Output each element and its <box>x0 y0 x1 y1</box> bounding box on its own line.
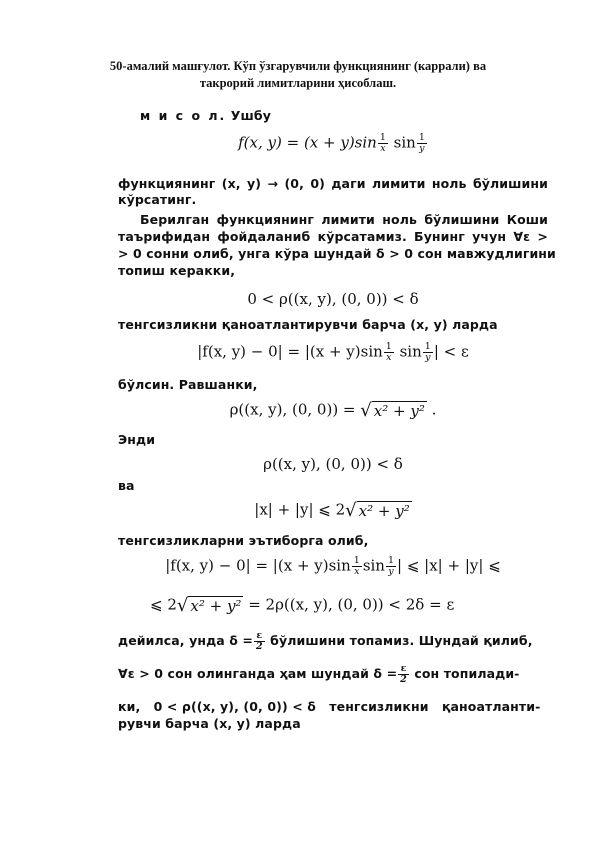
fraction <box>423 342 433 363</box>
text-part: ∀ε > 0 сон олинганда ҳам шундай δ = <box>118 666 398 681</box>
paragraph-line <box>118 664 548 685</box>
formula-part: ⩽ 2 <box>150 595 177 614</box>
radicand: x² + y² <box>373 402 425 420</box>
fraction-denominator: 2 <box>255 641 263 652</box>
fraction-denominator: x <box>380 143 386 154</box>
formula-inequality: 0 < ρ((x, y), (0, 0)) < δ <box>247 290 419 308</box>
formula-inequality-2: ρ((x, y), (0, 0)) < δ <box>263 455 403 473</box>
example-heading <box>140 108 570 123</box>
fraction-numerator: 1 <box>387 555 395 566</box>
paragraph-line: тенгсизликни қаноатлантирувчи барча (x, y) ларда <box>118 317 498 332</box>
radicand: x² + y² <box>358 502 410 520</box>
paragraph-line: > 0 сонни олиб, унга кўра шундай δ > 0 сон мавжудлигини <box>118 246 556 261</box>
paragraph-line: бўлсин. Равшанки, <box>118 377 258 392</box>
fraction-numerator: 1 <box>385 341 392 352</box>
title-line-1: 50-амалий машғулот. Кўп ўзгарувчили функциянинг (каррали) ва <box>109 59 487 73</box>
paragraph-line <box>118 631 548 652</box>
paragraph-line: топиш керакки, <box>118 263 236 278</box>
paragraph-line: ки, 0 < ρ((x, y), (0, 0)) < δ тенгсизликни қаноатланти- <box>118 699 541 714</box>
fraction <box>378 133 388 154</box>
fraction-denominator: y <box>425 352 431 363</box>
formula-abs-estimate <box>118 342 548 363</box>
paragraph-line: рувчи барча (x, y) ларда <box>118 716 301 731</box>
formula-part: ρ((x, y), (0, 0)) = <box>229 400 361 419</box>
fraction-numerator: 1 <box>418 132 425 143</box>
fraction-numerator: ε <box>398 664 409 675</box>
formula-part: f(x, y) = (x + y)sin <box>238 133 377 152</box>
fraction-denominator: y <box>419 143 425 154</box>
radicand: x² + y² <box>190 597 242 615</box>
formula-chain-1 <box>118 556 548 577</box>
formula-chain-2 <box>150 595 530 616</box>
fraction <box>417 133 427 154</box>
fraction <box>384 342 394 363</box>
title-line-2: такрорий лимитларини ҳисоблаш. <box>199 76 397 90</box>
paragraph-line: функциянинг (x, y) → (0, 0) даги лимити ноль бўлишини <box>118 176 548 191</box>
fraction-denominator: 2 <box>400 674 407 685</box>
text-part: дейилса, унда δ = <box>118 633 253 648</box>
fraction-denominator: x <box>354 566 360 577</box>
formula-part: = 2ρ((x, y), (0, 0)) < 2δ = ε <box>243 595 455 614</box>
formula-part: sin <box>388 133 416 152</box>
formula-part: |x| + |y| ⩽ 2 <box>254 500 346 519</box>
square-root: √ x² + y² <box>176 595 242 616</box>
paragraph-line: таърифидан фойдаланиб кўрсатамиз. Бунинг учун ∀ε > <box>118 229 548 244</box>
formula-distance <box>118 400 548 421</box>
fraction <box>398 664 409 685</box>
fraction <box>352 556 362 577</box>
example-label: м и с о л. <box>140 108 227 123</box>
formula-part: | ⩽ |x| + |y| ⩽ <box>397 556 501 575</box>
formula-function <box>118 133 548 154</box>
fraction-numerator: ε <box>254 631 265 642</box>
fraction-numerator: 1 <box>424 341 431 352</box>
paragraph-line: кўрсатинг. <box>118 192 197 207</box>
page-title <box>60 58 536 92</box>
example-word: Ушбу <box>230 108 271 123</box>
formula-part: . <box>426 400 437 419</box>
formula-part: sin <box>362 556 385 575</box>
fraction-denominator: y <box>388 566 394 577</box>
text-part: сон топилади- <box>414 666 520 681</box>
text-part: бўлишини топамиз. Шундай қилиб, <box>270 633 533 648</box>
formula-part: | < ε <box>433 342 469 361</box>
fraction <box>254 631 265 652</box>
fraction-denominator: x <box>386 352 392 363</box>
formula-sum-bound <box>118 500 548 521</box>
paragraph-line: ва <box>118 478 135 493</box>
paragraph-line: тенгсизликларни эътиборга олиб, <box>118 533 369 548</box>
fraction-numerator: 1 <box>379 132 386 143</box>
square-root: √ x² + y² <box>345 500 410 521</box>
formula-part: sin <box>394 342 422 361</box>
formula-part: |f(x, y) − 0| = |(x + y)sin <box>165 556 351 575</box>
fraction <box>386 556 396 577</box>
fraction-numerator: 1 <box>353 555 360 566</box>
paragraph-line: Берилган функциянинг лимити ноль бўлишини Коши <box>140 212 548 227</box>
formula-part: |f(x, y) − 0| = |(x + y)sin <box>197 342 383 361</box>
paragraph-line: Энди <box>118 432 156 447</box>
square-root: √ x² + y² <box>360 400 425 421</box>
